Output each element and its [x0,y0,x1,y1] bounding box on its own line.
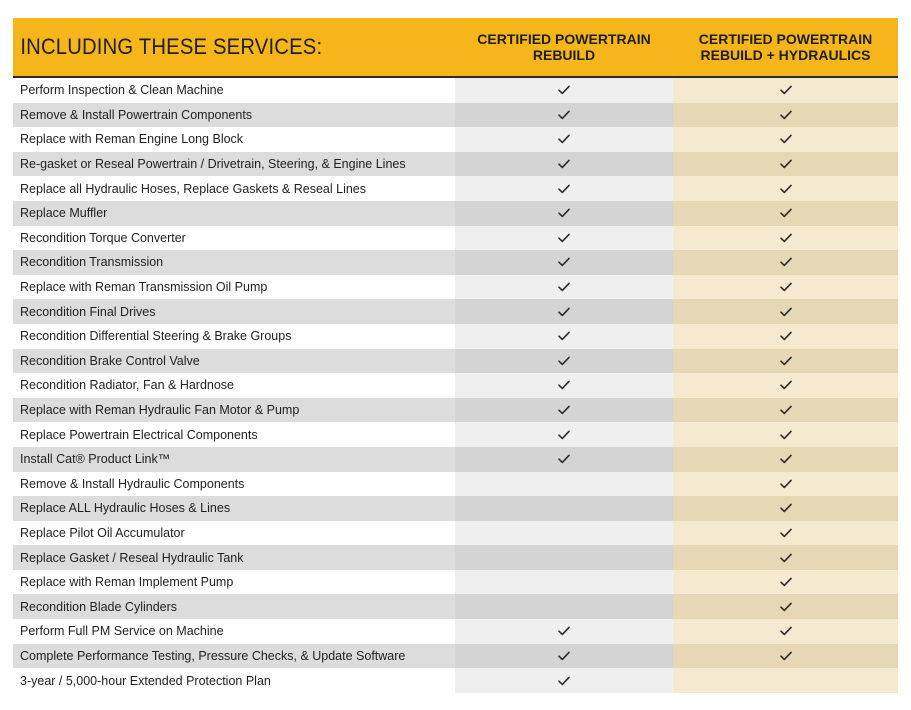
checkmark-icon [780,134,792,144]
powertrain-rebuild-cell [455,447,673,472]
checkmark-icon [780,307,792,317]
checkmark-icon [558,110,570,120]
table-row [13,570,898,595]
checkmark-icon [780,626,792,636]
checkmark-icon [780,651,792,661]
powertrain-rebuild-cell [455,619,673,644]
checkmark-icon [558,430,570,440]
service-label: Perform Inspection & Clean Machine [13,78,455,103]
service-label: 3-year / 5,000-hour Extended Protection Plan [13,668,455,693]
checkmark-icon [780,184,792,194]
powertrain-rebuild-cell [455,324,673,349]
service-label: Recondition Torque Converter [13,226,455,251]
checkmark-icon [558,159,570,169]
powertrain-rebuild-cell [455,644,673,669]
column-header-powertrain-hydraulics: CERTIFIED POWERTRAIN REBUILD + HYDRAULICS [698,31,873,63]
checkmark-icon [558,257,570,267]
service-label: Replace with Reman Engine Long Block [13,127,455,152]
checkmark-icon [780,233,792,243]
table-row [13,398,898,423]
service-label: Replace Powertrain Electrical Components [13,422,455,447]
powertrain-hydraulics-cell [673,545,898,570]
checkmark-icon [780,282,792,292]
powertrain-hydraulics-cell [673,594,898,619]
powertrain-rebuild-cell [455,422,673,447]
table-row [13,226,898,251]
powertrain-rebuild-cell [455,349,673,374]
powertrain-rebuild-cell [455,275,673,300]
checkmark-icon [558,651,570,661]
checkmark-icon [780,110,792,120]
service-label: Remove & Install Hydraulic Components [13,472,455,497]
table-row [13,496,898,521]
powertrain-rebuild-cell [455,545,673,570]
powertrain-rebuild-cell [455,226,673,251]
powertrain-hydraulics-cell [673,103,898,128]
service-label: Remove & Install Powertrain Components [13,103,455,128]
powertrain-hydraulics-cell [673,447,898,472]
powertrain-rebuild-cell [455,668,673,693]
checkmark-icon [780,503,792,513]
table-row [13,644,898,669]
checkmark-icon [558,676,570,686]
powertrain-hydraulics-cell [673,422,898,447]
checkmark-icon [780,479,792,489]
table-row [13,447,898,472]
checkmark-icon [558,626,570,636]
powertrain-hydraulics-cell [673,619,898,644]
service-label: Re-gasket or Reseal Powertrain / Drivetrain, Steering, & Engine Lines [13,152,455,177]
table-row [13,103,898,128]
powertrain-hydraulics-cell [673,521,898,546]
table-row [13,619,898,644]
service-label: Perform Full PM Service on Machine [13,619,455,644]
checkmark-icon [780,257,792,267]
checkmark-icon [558,134,570,144]
table-row [13,472,898,497]
service-label: Complete Performance Testing, Pressure Checks, & Update Software [13,644,455,669]
checkmark-icon [780,380,792,390]
service-label: Replace Pilot Oil Accumulator [13,521,455,546]
powertrain-rebuild-cell [455,250,673,275]
powertrain-hydraulics-cell [673,127,898,152]
table-row [13,250,898,275]
checkmark-icon [558,307,570,317]
powertrain-rebuild-cell [455,103,673,128]
checkmark-icon [558,454,570,464]
powertrain-hydraulics-cell [673,176,898,201]
checkmark-icon [780,356,792,366]
powertrain-hydraulics-cell [673,644,898,669]
powertrain-hydraulics-cell [673,668,898,693]
powertrain-hydraulics-cell [673,324,898,349]
checkmark-icon [558,233,570,243]
service-label: Replace with Reman Transmission Oil Pump [13,275,455,300]
powertrain-rebuild-cell [455,78,673,103]
powertrain-hydraulics-cell [673,275,898,300]
table-row [13,275,898,300]
checkmark-icon [558,380,570,390]
checkmark-icon [558,85,570,95]
table-row [13,594,898,619]
service-label: Recondition Blade Cylinders [13,594,455,619]
checkmark-icon [780,553,792,563]
powertrain-rebuild-cell [455,496,673,521]
table-row [13,668,898,693]
table-row [13,521,898,546]
table-row [13,545,898,570]
checkmark-icon [780,430,792,440]
powertrain-hydraulics-cell [673,398,898,423]
checkmark-icon [558,208,570,218]
powertrain-rebuild-cell [455,299,673,324]
service-label: Replace all Hydraulic Hoses, Replace Gaskets & Reseal Lines [13,176,455,201]
powertrain-rebuild-cell [455,176,673,201]
powertrain-rebuild-cell [455,521,673,546]
table-body [13,78,898,693]
service-label: Recondition Transmission [13,250,455,275]
powertrain-rebuild-cell [455,594,673,619]
table-row [13,349,898,374]
service-label: Recondition Radiator, Fan & Hardnose [13,373,455,398]
table-row [13,324,898,349]
checkmark-icon [780,577,792,587]
checkmark-icon [780,405,792,415]
powertrain-rebuild-cell [455,127,673,152]
checkmark-icon [780,331,792,341]
powertrain-rebuild-cell [455,472,673,497]
table-row [13,176,898,201]
powertrain-hydraulics-cell [673,472,898,497]
checkmark-icon [558,356,570,366]
table-row [13,201,898,226]
service-label: Recondition Brake Control Valve [13,349,455,374]
powertrain-hydraulics-cell [673,250,898,275]
checkmark-icon [558,184,570,194]
powertrain-hydraulics-cell [673,226,898,251]
checkmark-icon [558,331,570,341]
powertrain-rebuild-cell [455,201,673,226]
table-header [13,18,898,78]
powertrain-hydraulics-cell [673,152,898,177]
table-row [13,299,898,324]
service-label: Replace ALL Hydraulic Hoses & Lines [13,496,455,521]
service-label: Replace Gasket / Reseal Hydraulic Tank [13,545,455,570]
service-label: Replace with Reman Implement Pump [13,570,455,595]
powertrain-rebuild-cell [455,373,673,398]
checkmark-icon [780,208,792,218]
table-row [13,422,898,447]
table-title: INCLUDING THESE SERVICES: [20,34,323,59]
checkmark-icon [780,85,792,95]
checkmark-icon [780,528,792,538]
service-label: Replace with Reman Hydraulic Fan Motor & Pump [13,398,455,423]
column-header-powertrain-rebuild: CERTIFIED POWERTRAIN REBUILD [477,31,651,63]
service-label: Recondition Differential Steering & Brake Groups [13,324,455,349]
powertrain-hydraulics-cell [673,373,898,398]
services-comparison-table [13,18,898,693]
powertrain-hydraulics-cell [673,299,898,324]
table-row [13,127,898,152]
service-label: Install Cat® Product Link™ [13,447,455,472]
service-label: Replace Muffler [13,201,455,226]
powertrain-hydraulics-cell [673,570,898,595]
checkmark-icon [780,454,792,464]
powertrain-hydraulics-cell [673,201,898,226]
powertrain-hydraulics-cell [673,349,898,374]
powertrain-rebuild-cell [455,398,673,423]
powertrain-rebuild-cell [455,570,673,595]
service-label: Recondition Final Drives [13,299,455,324]
powertrain-hydraulics-cell [673,78,898,103]
checkmark-icon [558,405,570,415]
powertrain-rebuild-cell [455,152,673,177]
checkmark-icon [780,159,792,169]
checkmark-icon [780,602,792,612]
powertrain-hydraulics-cell [673,496,898,521]
table-row [13,78,898,103]
table-row [13,373,898,398]
checkmark-icon [558,282,570,292]
table-row [13,152,898,177]
